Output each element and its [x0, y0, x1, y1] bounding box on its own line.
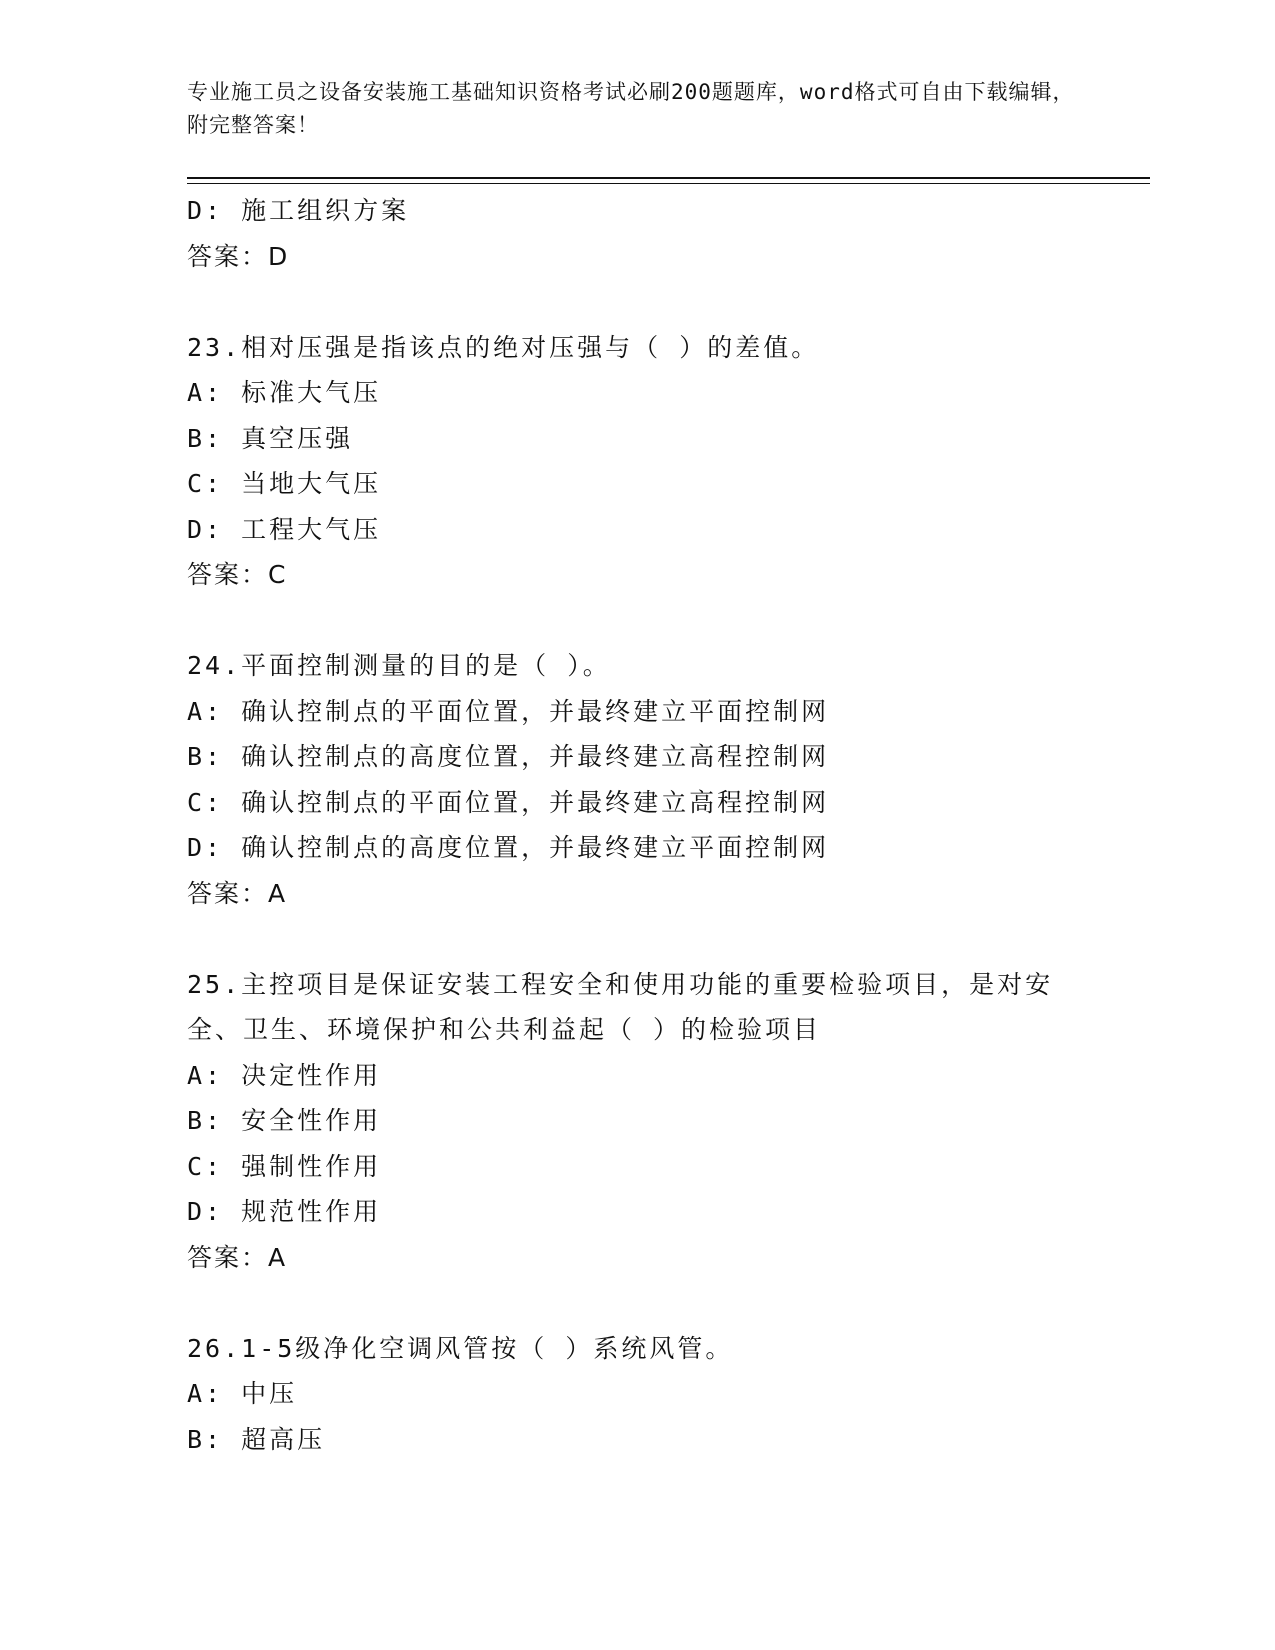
- q23-text: 23.相对压强是指该点的绝对压强与（ ）的差值。: [187, 332, 820, 362]
- q23-option-c: C: 当地大气压: [187, 469, 382, 498]
- q26-text: 26.1-5级净化空调风管按（ ）系统风管。: [187, 1333, 734, 1363]
- q23-option-a: A: 标准大气压: [187, 378, 382, 407]
- q22-answer: 答案：D: [187, 241, 290, 271]
- header-rule-thick: [187, 177, 1150, 179]
- q24-text: 24.平面控制测量的目的是（ ）。: [187, 651, 611, 680]
- q24-answer: 答案：A: [187, 878, 288, 908]
- header-rule-thin: [187, 183, 1150, 184]
- q25-answer: 答案：A: [187, 1242, 288, 1272]
- q23-answer: 答案：C: [187, 560, 288, 589]
- document-header: 专业施工员之设备安装施工基础知识资格考试必刷200题题库，word格式可自由下载编辑，附完整答案！: [187, 80, 1075, 137]
- q25-text-line2: 全、卫生、环境保护和公共利益起（ ）的检验项目: [187, 1015, 822, 1044]
- spacer: [187, 1280, 1117, 1326]
- q23-option-d: D: 工程大气压: [187, 514, 382, 544]
- q25-text-line1: 25.主控项目是保证安装工程安全和使用功能的重要检验项目，是对安: [187, 969, 1054, 999]
- spacer: [187, 279, 1117, 325]
- question-content: [187, 188, 1117, 1462]
- q24-option-a: A: 确认控制点的平面位置，并最终建立平面控制网: [187, 696, 830, 726]
- q24-option-b: B: 确认控制点的高度位置，并最终建立高程控制网: [187, 742, 830, 771]
- q25-option-a: A: 决定性作用: [187, 1060, 382, 1090]
- q25-option-b: B: 安全性作用: [187, 1106, 382, 1135]
- q26-option-b: B: 超高压: [187, 1424, 326, 1454]
- q22-option-d: D: 施工组织方案: [187, 196, 410, 225]
- q23-option-b: B: 真空压强: [187, 423, 354, 453]
- q26-option-a: A: 中压: [187, 1379, 298, 1408]
- q24-option-c: C: 确认控制点的平面位置，并最终建立高程控制网: [187, 787, 830, 817]
- spacer: [187, 916, 1117, 962]
- q25-option-d: D: 规范性作用: [187, 1197, 382, 1226]
- q25-option-c: C: 强制性作用: [187, 1151, 382, 1181]
- spacer: [187, 598, 1117, 644]
- q24-option-d: D: 确认控制点的高度位置，并最终建立平面控制网: [187, 833, 830, 862]
